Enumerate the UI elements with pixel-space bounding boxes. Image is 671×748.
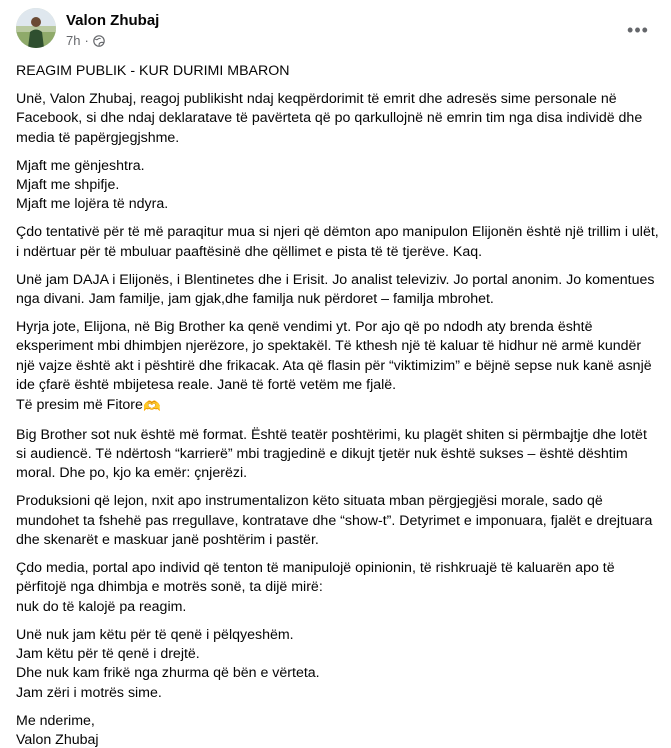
post-paragraph-with-emoji — [16, 318, 661, 417]
post-paragraph: Big Brother sot nuk është më format. Është teatër poshtërimi, ku plagët shiten si përmbajtje dhe lotët si audiencë. Të ndërtosh “karrierë” mbi tragjedinë e dikujt tjetër nuk është sukses – është dështim moral. Dhe po, kjo ka emër: çnjerëzi. — [16, 426, 647, 482]
more-horizontal-icon: ••• — [627, 20, 649, 40]
post-body — [16, 62, 661, 748]
meta-separator: · — [84, 33, 89, 48]
post-paragraph: Produksioni që lejon, nxit apo instrumentalizon këto situata mban përgjegjësi morale, sado që mundohet ta fshehë pas rregullave, kontratave dhe “show-t”. Detyrimet e imponuara, fjalët e drejtuara dhe skenarët e maskuar janë poshtërim i pastër. — [16, 493, 653, 549]
post-paragraph: Çdo tentativë për të më paraqitur mua si njeri që dëmton apo manipulon Elijonën është një trillim i ulët, i ndërtuar për të mbuluar paaftësinë dhe qëllimet e pista të të tjerëve. Kaq. — [16, 224, 659, 260]
avatar-image — [16, 8, 56, 48]
post-paragraph: Mjaft me gënjeshtra. Mjaft me shpifje. Mjaft me lojëra të ndyra. — [16, 157, 169, 213]
post-paragraph: Unë jam DAJA i Elijonës, i Blentinetes dhe i Erisit. Jo analist televiziv. Jo portal anonim. Jo komentues nga divani. Jam familje, jam gjak,dhe familja nuk përdoret – familja mbrohet. — [16, 271, 655, 308]
post-header — [16, 8, 656, 54]
post-paragraph: Unë nuk jam këtu për të qenë i pëlqyeshëm. Jam këtu për të qenë i drejtë. Dhe nuk kam frikë nga zhurma që bën e vërteta. Jam zëri i motrës sime. — [16, 626, 320, 701]
avatar[interactable] — [16, 8, 56, 48]
post-meta — [66, 33, 105, 48]
heart-hands-emoji: 🫶 — [142, 398, 161, 415]
post-paragraph: Unë, Valon Zhubaj, reagoj publikisht ndaj keqpërdorimit të emrit dhe adresës sime personale në Facebook, si dhe ndaj deklaratave të pavërteta që po qarkullojnë në emrin tim nga disa individë dhe media të papërgjegjshme. — [16, 90, 643, 146]
post-paragraph: Çdo media, portal apo individ që tenton të manipulojë opinionin, të rishkruajë të kaluarën apo të përfitojë nga dhimbja e motrës sonë, ta dijë mirë: nuk do të kalojë pa reagim. — [16, 559, 615, 615]
globe-icon — [93, 35, 105, 47]
post-signature: Me nderime, Valon Zhubaj — [16, 712, 99, 748]
author-name[interactable]: Valon Zhubaj — [66, 12, 160, 29]
post-paragraph: REAGIM PUBLIK - KUR DURIMI MBARON — [16, 63, 290, 79]
post-time[interactable]: 7h — [66, 33, 81, 48]
more-options-button[interactable] — [624, 16, 652, 44]
post-paragraph-text: Hyrja jote, Elijona, në Big Brother ka qenë vendimi yt. Por ajo që po ndodh aty brenda është eksperiment mbi dhimbjen njerëzore, jo spektakël. Të kthesh një të kaluar të hidhur në armë kundër një vajze është akt i pështirë dhe frikacak. Ata që flasin për “viktimizim” e bëjnë sepse nuk kanë asnjë ide çfarë është mbijetesa reale. Janë të fortë vetëm me fjalë. Të presim më Fitore — [16, 318, 652, 413]
